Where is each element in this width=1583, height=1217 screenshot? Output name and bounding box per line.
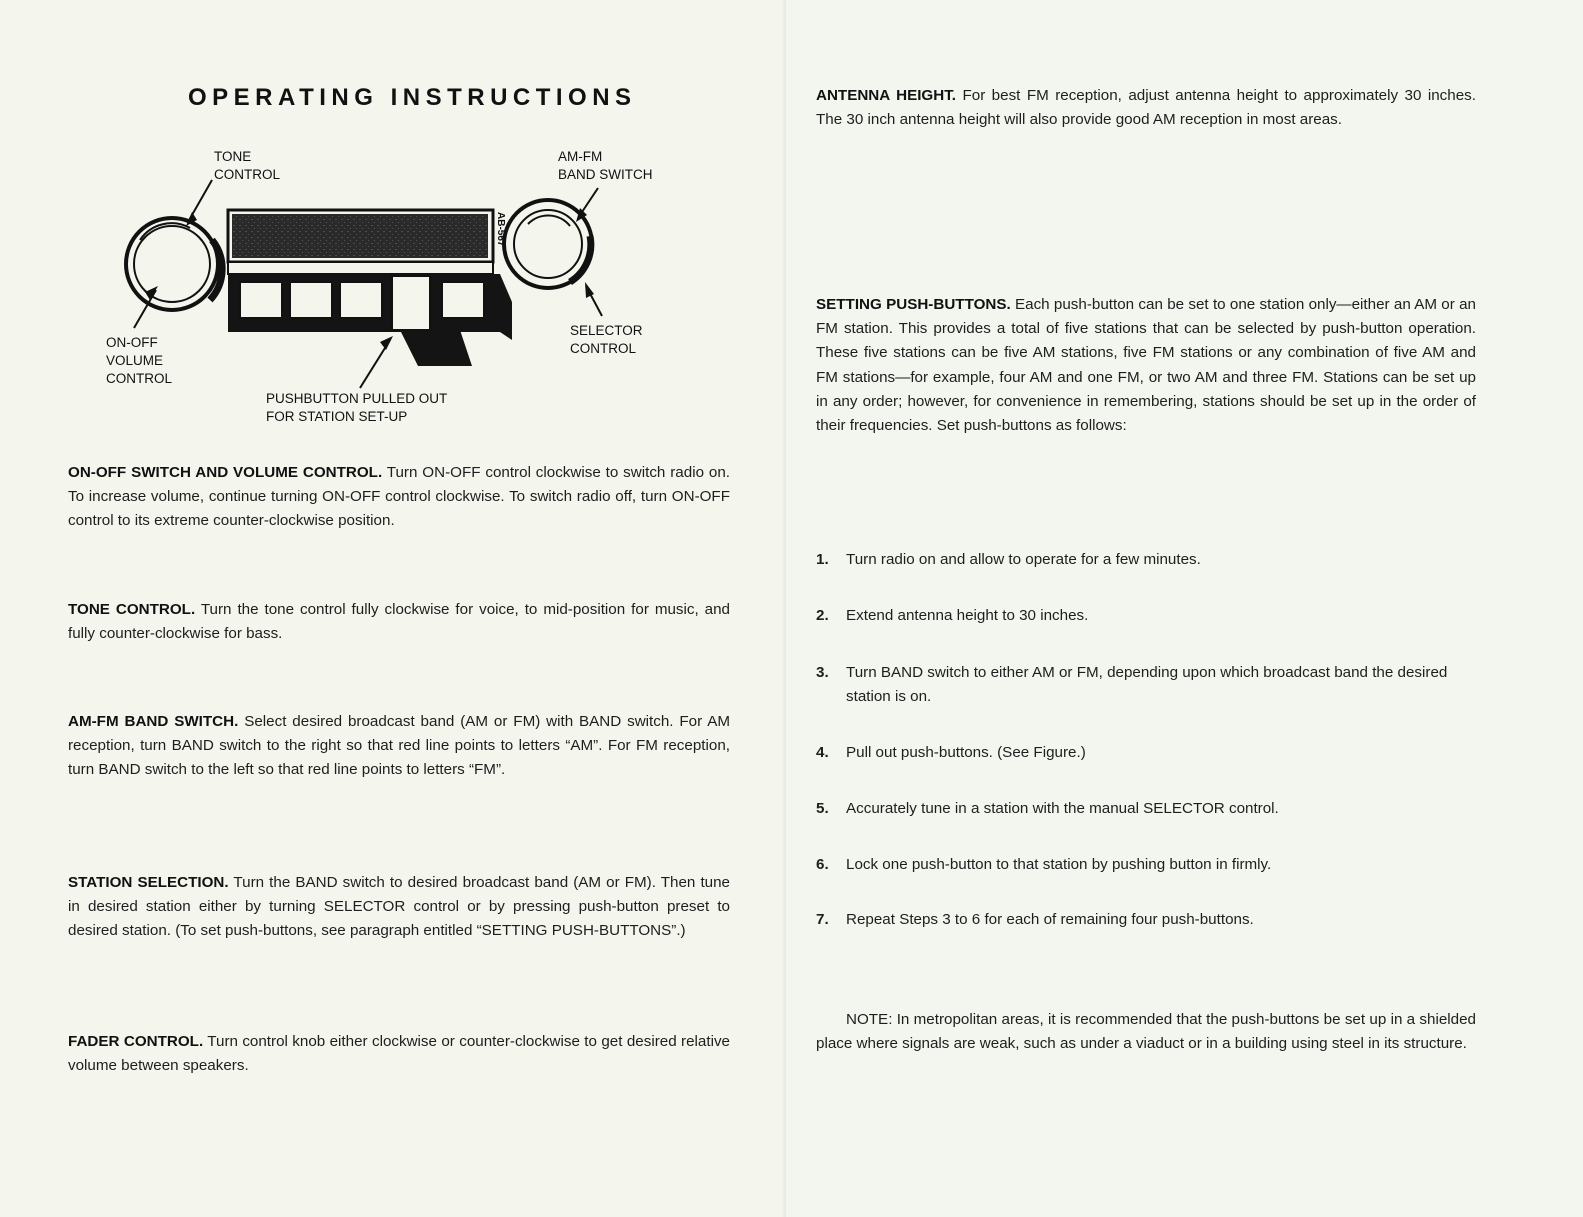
band-switch-section [68, 710, 730, 783]
page-title: OPERATING INSTRUCTIONS [188, 84, 637, 111]
volume-control-label: ON-OFF VOLUME CONTROL [106, 335, 173, 386]
section-text: Turn ON-OFF control clockwise to switch radio on. To increase volume, continue turning ON-OFF control clockwise. To switch radio off, turn ON-OFF control to its extreme counter-clockwise position. [68, 464, 730, 530]
section-heading: ON-OFF SWITCH AND VOLUME CONTROL. [68, 464, 383, 481]
section-heading: STATION SELECTION. [68, 874, 229, 891]
setting-pushbuttons-section [816, 293, 1476, 438]
step-number: 1. [816, 551, 829, 568]
step-item [816, 661, 1476, 709]
step-number: 2. [816, 607, 829, 624]
step-text: Pull out push-buttons. (See Figure.) [846, 744, 1086, 761]
section-heading: FADER CONTROL. [68, 1033, 204, 1050]
section-text: Turn the BAND switch to desired broadcast band (AM or FM). Then tune in desired station either by turning SELECTOR control or by pressing push-button preset to desired station. (To set push-buttons, see paragraph entitled “SETTING PUSH-BUTTONS”.) [68, 874, 730, 940]
step-item [816, 604, 1476, 628]
fader-section [68, 1030, 730, 1078]
right-page [786, 0, 1583, 1217]
model-code: AB-567 [495, 212, 506, 247]
step-number: 3. [816, 664, 829, 681]
step-text: Lock one push-button to that station by pushing button in firmly. [846, 856, 1272, 873]
antenna-section [816, 84, 1476, 132]
section-text: For best FM reception, adjust antenna height to approximately 30 inches. The 30 inch antenna height will also provide good AM reception in most areas. [816, 87, 1476, 129]
section-heading: ANTENNA HEIGHT. [816, 87, 957, 104]
selector-control-label: SELECTOR CONTROL [570, 323, 643, 356]
step-text: Extend antenna height to 30 inches. [846, 607, 1089, 624]
step-number: 5. [816, 800, 829, 817]
section-text: Select desired broadcast band (AM or FM) with BAND switch. For AM reception, turn BAND switch to the right so that red line points to letters “AM”. For FM reception, turn BAND switch to the left so that red line points to letters “FM”. [68, 713, 730, 779]
left-page [0, 0, 786, 1217]
tone-section [68, 598, 730, 646]
step-number: 4. [816, 744, 829, 761]
step-item [816, 548, 1476, 572]
step-item [816, 797, 1476, 821]
volume-knob-drawing [126, 218, 222, 310]
step-item [816, 853, 1476, 877]
step-text: Repeat Steps 3 to 6 for each of remaining four push-buttons. [846, 911, 1254, 928]
step-item [816, 908, 1476, 932]
section-heading: TONE CONTROL. [68, 601, 196, 618]
pushbutton-label: PUSHBUTTON PULLED OUT FOR STATION SET-UP [266, 391, 448, 424]
band-switch-label: AM-FM BAND SWITCH [558, 149, 653, 182]
step-text: Turn BAND switch to either AM or FM, depending upon which broadcast band the desired station is on. [846, 664, 1448, 705]
section-heading: SETTING PUSH-BUTTONS. [816, 296, 1011, 313]
step-item [816, 741, 1476, 765]
step-number: 7. [816, 911, 829, 928]
on-off-section [68, 461, 730, 534]
section-text: Turn the tone control fully clockwise for voice, to mid-position for music, and fully counter-clockwise for bass. [68, 601, 730, 643]
section-heading: AM-FM BAND SWITCH. [68, 713, 239, 730]
radio-figure [100, 140, 680, 440]
step-text: Accurately tune in a station with the manual SELECTOR control. [846, 800, 1279, 817]
step-text: Turn radio on and allow to operate for a few minutes. [846, 551, 1201, 568]
step-number: 6. [816, 856, 829, 873]
section-text: Each push-button can be set to one station only—either an AM or an FM station. This provides a total of five stations that can be selected by push-button operation. These five stations can be five AM stations, five FM stations or any combination of five AM and FM stations—for example, four AM and one FM, or two AM and three FM. Stations can be set up in any order; however, for convenience in remembering, stations should be set up in the order of their frequencies. Set push-buttons as follows: [816, 296, 1476, 435]
radio-body-drawing [228, 210, 512, 366]
tone-control-label: TONE CONTROL [214, 149, 281, 182]
station-selection-section [68, 871, 730, 944]
note-paragraph: NOTE: In metropolitan areas, it is recommended that the push-buttons be set up in a shielded place where signals are weak, such as under a viaduct or in a building using steel in its structure. [816, 1011, 1476, 1053]
section-text: Turn control knob either clockwise or counter-clockwise to get desired relative volume between speakers. [68, 1033, 730, 1075]
